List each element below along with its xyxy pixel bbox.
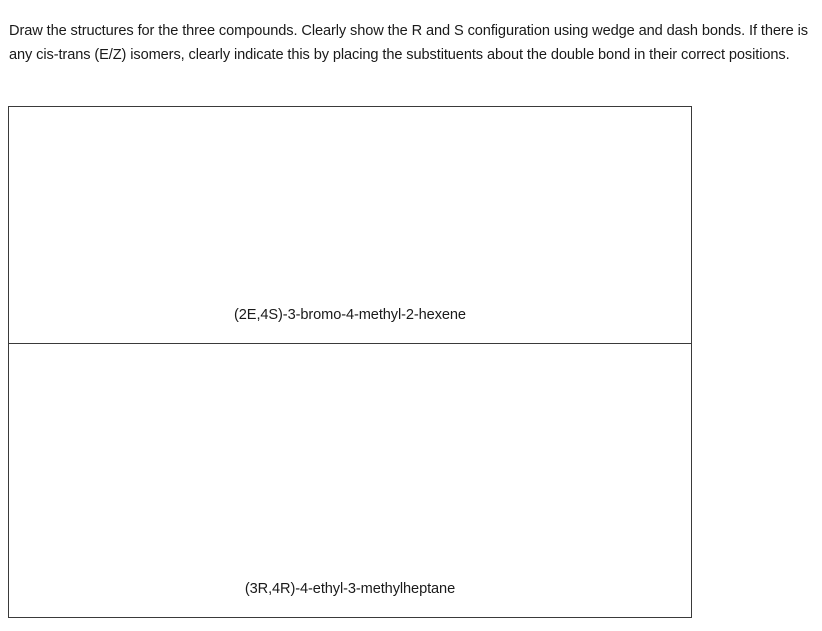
question-instructions: Draw the structures for the three compounds. Clearly show the R and S configuration using wedge and dash bonds. If there is any cis-trans (E/Z) isomers, clearly indicate this by placing the substituents about the double bond in their correct positions. [9, 23, 808, 63]
answer-box-compound-1[interactable] [9, 107, 691, 344]
answer-table [8, 106, 692, 618]
compound-1-label: (2E,4S)-3-bromo-4-methyl-2-hexene [234, 307, 466, 323]
answer-box-compound-2[interactable] [9, 344, 691, 617]
compound-2-label: (3R,4R)-4-ethyl-3-methylheptane [244, 581, 456, 597]
